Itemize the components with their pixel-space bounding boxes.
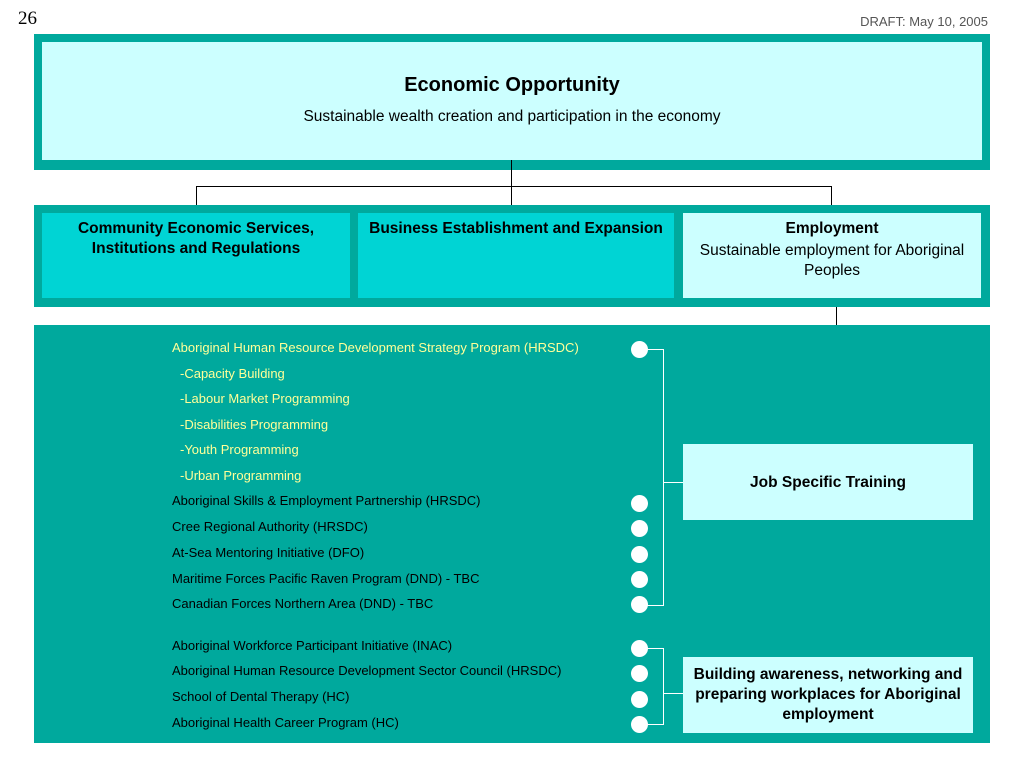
connector-top-horizontal — [196, 186, 832, 187]
program-item: Maritime Forces Pacific Raven Program (DND) - TBC — [172, 571, 480, 586]
category-employment — [683, 213, 981, 298]
connector-top-vertical — [511, 160, 512, 207]
category-community-economic-services — [42, 213, 350, 298]
program-item: Aboriginal Health Career Program (HC) — [172, 715, 399, 730]
program-subitem: -Capacity Building — [180, 366, 285, 381]
top-box-title: Economic Opportunity — [404, 74, 620, 96]
program-subitem: -Labour Market Programming — [180, 391, 350, 406]
bracket-1-link — [663, 482, 683, 483]
category-3-subtitle: Sustainable employment for Aboriginal Peoples — [699, 242, 965, 279]
program-item: Aboriginal Human Resource Development Sector Council (HRSDC) — [172, 663, 562, 678]
bracket-2-vertical — [663, 648, 664, 725]
bracket-1-bottom — [640, 605, 664, 606]
category-2-title: Business Establishment and Expansion — [369, 220, 663, 237]
economic-opportunity-box — [42, 42, 982, 160]
bracket-1-vertical — [663, 349, 664, 606]
category-1-title: Community Economic Services, Institutions and Regulations — [77, 220, 315, 257]
bullet-icon — [631, 571, 648, 588]
bullet-icon — [631, 691, 648, 708]
bullet-icon — [631, 546, 648, 563]
bracket-2-link — [663, 693, 683, 694]
connector-left-drop — [196, 186, 197, 207]
page-number: 26 — [18, 8, 37, 29]
bullet-icon — [631, 665, 648, 682]
category-business-establishment — [358, 213, 674, 298]
program-item: At-Sea Mentoring Initiative (DFO) — [172, 545, 365, 560]
bullet-icon — [631, 495, 648, 512]
program-subitem: -Youth Programming — [180, 442, 299, 457]
top-box-subtitle: Sustainable wealth creation and participation in the economy — [303, 108, 721, 125]
bracket-2-bottom — [640, 724, 664, 725]
program-item: Canadian Forces Northern Area (DND) - TBC — [172, 596, 434, 611]
program-subitem: -Urban Programming — [180, 468, 302, 483]
program-subitem: -Disabilities Programming — [180, 417, 329, 432]
program-item: Aboriginal Skills & Employment Partnership (HRSDC) — [172, 493, 481, 508]
outcome-job-specific-training — [683, 444, 973, 520]
outcome-1-label: Job Specific Training — [750, 474, 906, 491]
bullet-icon — [631, 520, 648, 537]
outcome-building-awareness — [683, 657, 973, 733]
program-item: Aboriginal Human Resource Development Strategy Program (HRSDC) — [172, 340, 579, 355]
program-item: School of Dental Therapy (HC) — [172, 689, 350, 704]
bracket-1-top — [640, 349, 664, 350]
program-item: Cree Regional Authority (HRSDC) — [172, 519, 368, 534]
connector-employment-drop — [836, 307, 837, 325]
program-item: Aboriginal Workforce Participant Initiative (INAC) — [172, 638, 453, 653]
category-3-title: Employment — [785, 220, 879, 237]
outcome-2-label: Building awareness, networking and preparing workplaces for Aboriginal employment — [693, 666, 963, 723]
draft-label: DRAFT: May 10, 2005 — [860, 14, 988, 29]
connector-right-drop — [831, 186, 832, 207]
bracket-2-top — [640, 648, 664, 649]
